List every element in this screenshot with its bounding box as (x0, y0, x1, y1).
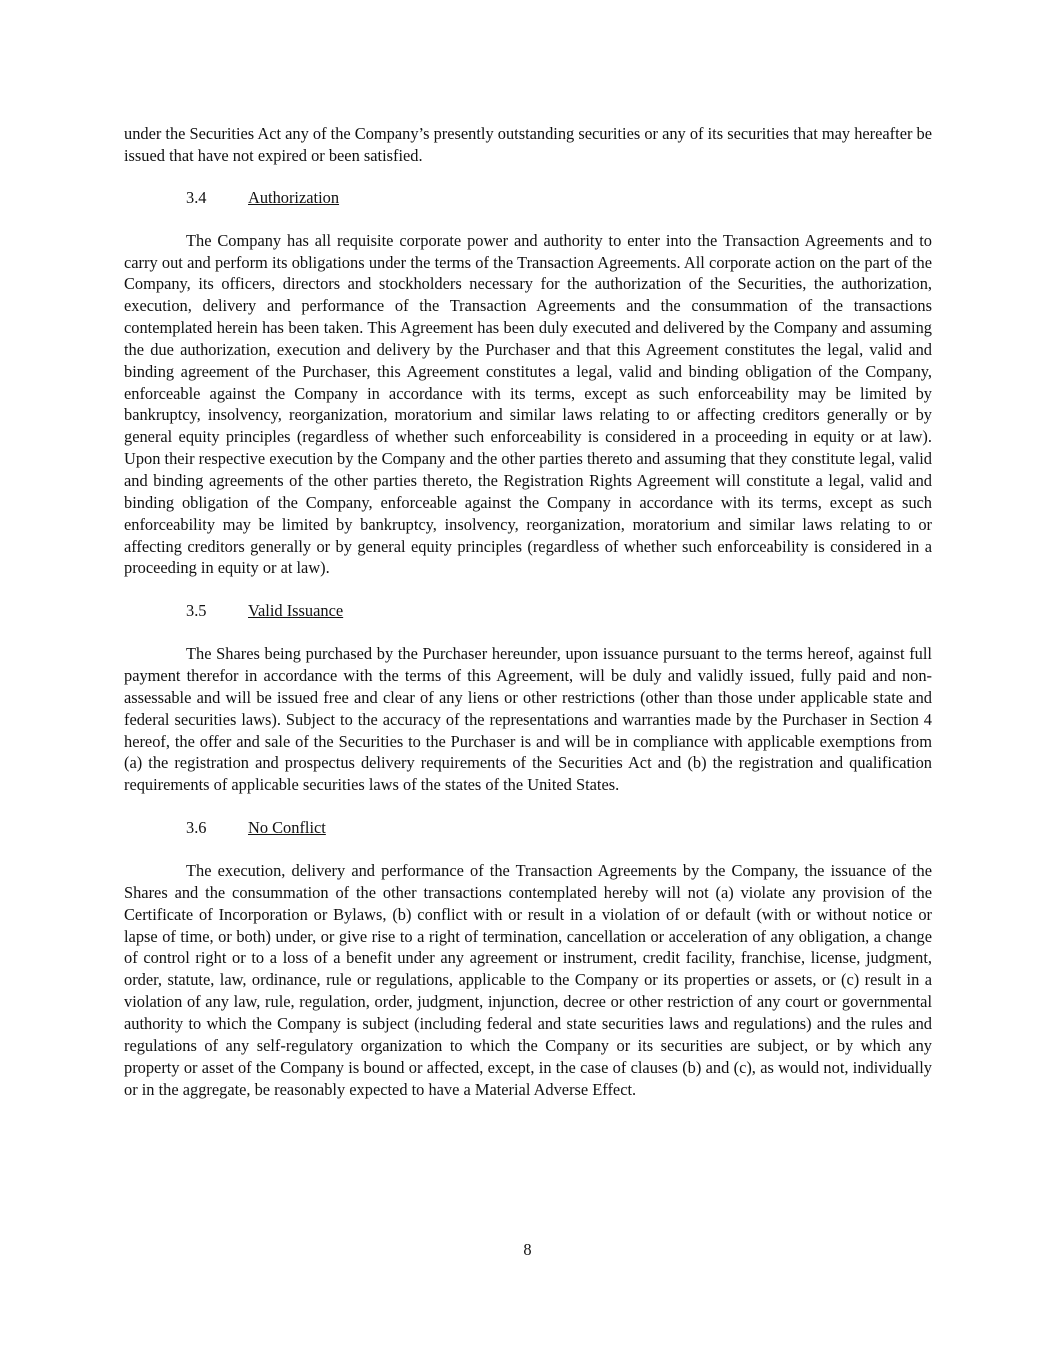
page-number: 8 (523, 1240, 532, 1259)
section-body-authorization: The Company has all requisite corporate power and authority to enter into the Transaction Agreements and to carry out and perform its obligations under the terms of the Transaction Agreements. All corporate action on the part of the Company, its officers, directors and stockholders necessary for the authorization of the Securities, the authorization, execution, delivery and performance of the Transaction Agreements and the consummation of the transactions contemplated herein has been taken. This Agreement has been duly executed and delivered by the Company and assuming the due authorization, execution and delivery by the Purchaser and that this Agreement constitutes the legal, valid and binding agreement of the Purchaser, this Agreement constitutes a legal, valid and binding obligation of the Company, enforceable against the Company in accordance with its terms, except as such enforceability may be limited by bankruptcy, insolvency, reorganization, moratorium and similar laws relating to or affecting creditors generally or by general equity principles (regardless of whether such enforceability is considered in a proceeding in equity or at law). Upon their respective execution by the Company and the other parties thereto and assuming that they constitute legal, valid and binding agreements of the other parties thereto, the Registration Rights Agreement will constitute a legal, valid and binding obligation of the Company, enforceable against the Company in accordance with its terms, except as such enforceability may be limited by bankruptcy, insolvency, reorganization, moratorium and similar laws relating to or affecting creditors generally or by general equity principles (regardless of whether such enforceability is considered in a proceeding in equity or at law). (124, 230, 932, 578)
section-title: Authorization (248, 187, 340, 207)
section-body-valid-issuance: The Shares being purchased by the Purchaser hereunder, upon issuance pursuant to the terms hereof, against full payment therefor in accordance with the terms of this Agreement, will be duly and validly issued, fully paid and non-assessable and will be issued free and clear of any liens or other restrictions (other than those under applicable state and federal securities laws). Subject to the accuracy of the representations and warranties made by the Purchaser in Section 4 hereof, the offer and sale of the Securities to the Purchaser is and will be in compliance with applicable exemptions from (a) the registration and prospectus delivery requirements of the Securities Act and (b) the registration and qualification requirements of applicable securities laws of the states of the United States. (124, 644, 932, 795)
section-body-no-conflict: The execution, delivery and performance of the Transaction Agreements by the Company, the issuance of the Shares and the consummation of the other transactions contemplated hereby will not (a) violate any provision of the Certificate of Incorporation or Bylaws, (b) conflict with or result in a violation of or default (with or without notice or lapse of time, or both) under, or give rise to a right of termination, cancellation or acceleration of any obligation, a change of control right or to a loss of a benefit under any agreement or instrument, credit facility, franchise, license, judgment, order, statute, law, ordinance, rule or regulations, applicable to the Company or its properties or assets, or (c) result in a violation of any law, rule, regulation, order, judgment, injunction, decree or other restriction of any court or governmental authority to which the Company is subject (including federal and state securities laws and regulations) and the rules and regulations of any self-regulatory organization to which the Company or its securities are subject, or by which any property or asset of the Company is bound or affected, except, in the case of clauses (b) and (c), as would not, individually or in the aggregate, be reasonably expected to have a Material Adverse Effect. (124, 861, 932, 1099)
section-title: No Conflict (248, 818, 326, 838)
section-heading-valid-issuance (124, 600, 932, 622)
document-page (124, 123, 932, 1121)
section-number: 3.4 (186, 187, 207, 207)
section-number: 3.5 (186, 601, 207, 621)
section-heading-authorization (124, 187, 932, 209)
continuation-paragraph: under the Securities Act any of the Company’s presently outstanding securities or any of its securities that may hereafter be issued that have not expired or been satisfied. (124, 124, 932, 165)
section-heading-no-conflict (124, 817, 932, 839)
section-title: Valid Issuance (248, 601, 344, 621)
section-number: 3.6 (186, 818, 207, 838)
